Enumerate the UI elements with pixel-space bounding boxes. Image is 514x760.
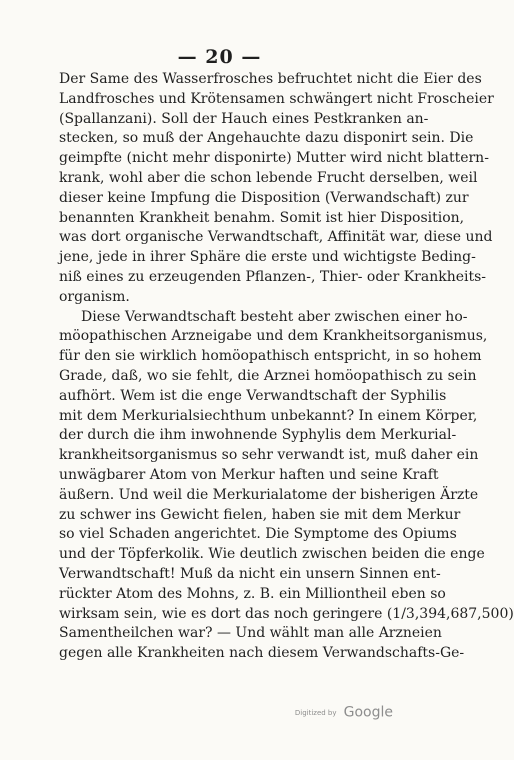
text-line-7: dieser keine Impfung die Disposition (Verwandschaft) zur bbox=[59, 189, 469, 206]
text-line-22: äußern. Und weil die Merkurialatome der bisherigen Ärzte bbox=[59, 486, 479, 503]
text-line-20: krankheitsorganismus so sehr verwandt ist, muß daher ein bbox=[59, 447, 479, 464]
text-line-10: jene, jede in ihrer Sphäre die erste und wichtigste Beding- bbox=[59, 249, 476, 266]
text-line-14: möopathischen Arzneigabe und dem Krankheitsorganismus, bbox=[59, 328, 488, 345]
text-line-30: gegen alle Krankheiten nach diesem Verwandschafts-Ge- bbox=[59, 645, 465, 662]
text-line-23: zu schwer ins Gewicht fielen, haben sie mit dem Merkur bbox=[59, 506, 461, 523]
google-brand: Google bbox=[343, 704, 393, 721]
text-line-24: so viel Schaden angerichtet. Die Symptome des Opiums bbox=[59, 526, 457, 543]
text-line-6: krank, wohl aber die schon lebende Frucht derselben, weil bbox=[59, 169, 478, 186]
text-line-28: wirksam sein, wie es dort das noch geringere (1/3,394,687,500) bbox=[59, 605, 514, 622]
text-line-2: Landfrosches und Krötensamen schwängert nicht Froscheier bbox=[59, 90, 494, 107]
text-line-1: Der Same des Wasserfrosches befruchtet nicht die Eier des bbox=[59, 71, 482, 87]
text-line-9: was dort organische Verwandtschaft, Affinität war, diese und bbox=[59, 229, 493, 246]
text-line-17: aufhört. Wem ist die enge Verwandtschaft der Syphilis bbox=[59, 387, 447, 404]
text-line-15: für den sie wirklich homöopathisch entspricht, in so hohem bbox=[59, 348, 482, 365]
text-line-19: der durch die ihm inwohnende Syphylis dem Merkurial- bbox=[59, 427, 457, 444]
text-line-8: benannten Krankheit benahm. Somit ist hier Disposition, bbox=[59, 209, 465, 226]
text-line-26: Verwandtschaft! Muß da nicht ein unsern Sinnen ent- bbox=[59, 565, 441, 582]
digitized-watermark bbox=[295, 702, 393, 721]
text-line-3: (Spallanzani). Soll der Hauch eines Pestkranken an- bbox=[59, 110, 429, 127]
text-line-18: mit dem Merkurialsiechthum unbekannt? In einem Körper, bbox=[59, 407, 478, 424]
text-line-16: Grade, daß, wo sie fehlt, die Arznei homöopathisch zu sein bbox=[59, 367, 477, 384]
text-line-27: rückter Atom des Mohns, z. B. ein Milliontheil eben so bbox=[59, 585, 446, 602]
page-number: — 20 — bbox=[177, 46, 262, 68]
text-line-13: Diese Verwandtschaft besteht aber zwischen einer ho- bbox=[81, 308, 468, 325]
text-line-21: unwägbarer Atom von Merkur haften und seine Kraft bbox=[59, 466, 439, 483]
text-line-25: und der Töpferkolik. Wie deutlich zwischen beiden die enge bbox=[59, 546, 485, 563]
text-line-11: niß eines zu erzeugenden Pflanzen-, Thier- oder Krankheits- bbox=[59, 268, 487, 285]
text-line-4: stecken, so muß der Angehauchte dazu disponirt sein. Die bbox=[59, 130, 474, 147]
text-line-29: Samentheilchen war? — Und wählt man alle Arzneien bbox=[59, 625, 442, 642]
digitized-by-label: Digitized by bbox=[294, 708, 337, 717]
body-text bbox=[59, 70, 514, 664]
text-line-12: organism. bbox=[59, 288, 130, 305]
text-line-5: geimpfte (nicht mehr disponirte) Mutter wird nicht blattern- bbox=[59, 150, 489, 167]
